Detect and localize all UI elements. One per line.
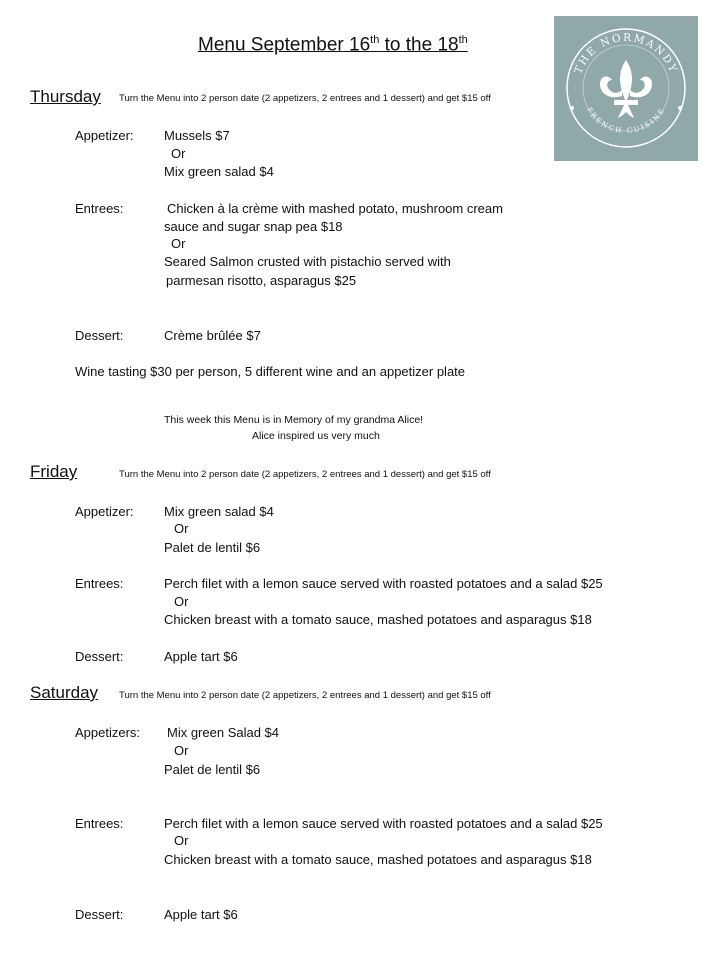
menu-item: Palet de lentil $6 [164,540,261,555]
menu-item: Apple tart $6 [164,907,238,922]
memory-note-line1: This week this Menu is in Memory of my grandma Alice! [164,414,424,426]
promo-text: Turn the Menu into 2 person date (2 appetizers, 2 entrees and 1 dessert) and get $15 off [119,690,491,701]
or-separator: Or [174,594,189,609]
menu-item: Chicken breast with a tomato sauce, mashed potatoes and asparagus $18 [164,852,592,867]
or-separator: Or [174,833,189,848]
entrees-label: Entrees: [75,201,124,216]
promo-text: Turn the Menu into 2 person date (2 appetizers, 2 entrees and 1 dessert) and get $15 off [119,93,491,104]
memory-note-line2: Alice inspired us very much [252,430,380,442]
menu-item: Mix green Salad $4 [167,725,280,740]
dessert-label: Dessert: [75,907,124,922]
entrees-label: Entrees: [75,576,124,591]
page-title: Menu September 16th to the 18th [198,34,468,56]
menu-item: Chicken à la crème with mashed potato, mushroom cream [167,201,503,216]
wine-tasting: Wine tasting $30 per person, 5 different wine and an appetizer plate [75,364,466,379]
day-heading-friday: Friday [30,462,78,481]
menu-item: Palet de lentil $6 [164,762,261,777]
menu-item: Perch filet with a lemon sauce served with roasted potatoes and a salad $25 [164,576,603,591]
menu-item: Mix green salad $4 [164,164,274,179]
dessert-label: Dessert: [75,328,124,343]
menu-item: Apple tart $6 [164,649,238,664]
menu-item: Seared Salmon crusted with pistachio served with [164,254,451,269]
menu-item: Chicken breast with a tomato sauce, mashed potatoes and asparagus $18 [164,612,592,627]
logo-bottom-text: FRENCH CUISINE [585,106,667,136]
day-heading-saturday: Saturday [30,683,99,702]
dessert-label: Dessert: [75,649,124,664]
menu-item: Crème brûlée $7 [164,328,261,343]
restaurant-logo [554,16,698,161]
menu-item: Mix green salad $4 [164,504,274,519]
logo-top-text: THE NORMANDY [572,31,680,76]
menu-item: parmesan risotto, asparagus $25 [166,273,357,288]
promo-text: Turn the Menu into 2 person date (2 appetizers, 2 entrees and 1 dessert) and get $15 off [119,469,491,480]
day-heading-thursday: Thursday [30,87,101,106]
menu-item: sauce and sugar snap pea $18 [164,219,343,234]
appetizer-label: Appetizer: [75,504,134,519]
or-separator: Or [171,146,186,161]
menu-item: Perch filet with a lemon sauce served with roasted potatoes and a salad $25 [164,816,603,831]
or-separator: Or [174,521,189,536]
logo-graphic [554,16,698,161]
or-separator: Or [174,743,189,758]
entrees-label: Entrees: [75,816,124,831]
menu-item: Mussels $7 [164,128,230,143]
fleur-de-lis-icon [600,60,652,118]
or-separator: Or [171,236,186,251]
appetizer-label: Appetizer: [75,128,134,143]
appetizer-label: Appetizers: [75,725,141,740]
